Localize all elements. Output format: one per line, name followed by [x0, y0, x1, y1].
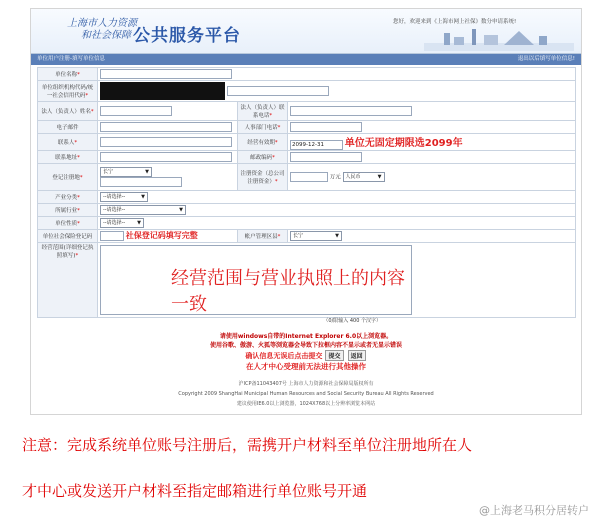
- logo-line-1: 上海市人力资源: [67, 18, 137, 29]
- capital-unit: 万元: [329, 174, 341, 180]
- industry-label: 产业分类: [55, 194, 78, 201]
- capital-label: 注册资金（总公司注册资金）: [240, 170, 285, 185]
- welcome-text: 您好，欢迎来到《上海市网上社保》数分申请系统!: [393, 19, 517, 25]
- legal-phone-input[interactable]: [290, 106, 412, 116]
- social-reg-label: 单位社会保险登记码: [42, 233, 93, 240]
- chevron-down-icon: ▼: [335, 232, 339, 239]
- reg-district-label: 登记注册地: [52, 174, 80, 181]
- scope-char-count: （0/限输入 400 个汉字）: [323, 317, 381, 324]
- unit-name-input[interactable]: [100, 69, 232, 79]
- footer-icp: 沪ICP备11043407号 上海市人力资源和社会保障局版权所有: [238, 381, 374, 387]
- footer-browser-hint: 建议使用IE6.0以上浏览器，1024X768以上分辨率浏览本网站: [236, 401, 376, 407]
- watermark: @上海老马积分居转户: [479, 504, 589, 517]
- hr-phone-label: 人事部门电话: [244, 125, 278, 131]
- industry-select[interactable]: --请选择-- ▼: [100, 192, 148, 202]
- valid-until-label: 经营有效期: [247, 139, 275, 146]
- browser-tip-1: 请使用windows自带的Internet Explorer 6.0以上浏览器。: [219, 333, 393, 340]
- submit-button[interactable]: 提交: [325, 350, 343, 361]
- sector-select[interactable]: --请选择-- ▼: [100, 205, 186, 215]
- site-footer: [31, 379, 581, 409]
- chevron-down-icon: ▼: [145, 168, 149, 175]
- legal-rep-input[interactable]: [100, 106, 172, 116]
- sector-label: 所属行业: [55, 207, 78, 214]
- org-code-input[interactable]: [227, 86, 329, 96]
- account-district-label: 帐户管理区县: [244, 233, 278, 240]
- chevron-down-icon: ▼: [179, 206, 183, 213]
- bureau-logo: [67, 18, 137, 42]
- submit-row: [67, 350, 545, 361]
- valid-until-input[interactable]: 2099-12-31: [290, 140, 343, 150]
- legal-phone-label: 法人（负责人）联系电话: [240, 105, 285, 119]
- postcode-input[interactable]: [290, 152, 362, 162]
- org-code-label: 单位组织机构代码/统一社会信用代码: [41, 85, 94, 99]
- caption-line-1: 注意：完成系统单位账号注册后，需携开户材料至单位注册地所在人: [22, 436, 473, 454]
- platform-title: 公共服务平台: [133, 26, 241, 46]
- postcode-label: 邮政编码: [250, 154, 273, 161]
- contact-input[interactable]: [100, 137, 232, 147]
- registration-form: 单位名称* 单位组织机构代码/统一社会信用代码* 法人（负责人）姓名* 法人（负责人）联系电话* 电子邮件 人事部门电话* 联系人* 经营有效期* 2099-12-31 单位无固定期限选2099年 联系地址* 邮政编码* 登记注册地* 长宁 ▼ 注册资金（总公司注册资金）* 万元 人民币 ▼ 产业分类* --请选择-- ▼ 所属行业* --请选择-- ▼ 单位性质* --请选择-- ▼ 单位社会保险登记码 社保登记码填写完整 帐户管理区县* 长宁 ▼ 经营范围(详细登记执照填写)* 经营范围与营业执照上的内容一致 （0/限输入 400 个汉字）: [37, 67, 576, 318]
- scope-note: 经营范围与营业执照上的内容一致: [171, 267, 405, 315]
- redacted-org-code: [100, 82, 225, 100]
- reg-district-select[interactable]: 长宁 ▼: [100, 167, 152, 177]
- account-district-select[interactable]: 长宁 ▼: [290, 231, 342, 241]
- confirm-note: 确认信息无误后点击提交: [245, 352, 323, 360]
- nature-select[interactable]: --请选择-- ▼: [100, 218, 144, 228]
- chevron-down-icon: ▼: [141, 193, 145, 200]
- nav-logout-link[interactable]: 退出以后填写单位信息!: [517, 56, 575, 62]
- hr-phone-input[interactable]: [290, 122, 362, 132]
- currency-select[interactable]: 人民币 ▼: [343, 172, 385, 182]
- email-label: 电子邮件: [56, 125, 79, 131]
- scope-textarea[interactable]: [100, 245, 412, 324]
- caption-line-2: 才中心或发送开户材料至指定邮箱进行单位账号开通: [22, 482, 368, 500]
- valid-until-note: 单位无固定期限选2099年: [344, 138, 463, 149]
- footer-copyright: Copyright 2009 ShangHai Municipal Human Resources and Social Security Bureau All Rights Reserved: [178, 391, 434, 397]
- browser-frame: [30, 8, 582, 415]
- contact-label: 联系人: [57, 139, 75, 146]
- nav-bar: [31, 54, 581, 65]
- logo-line-2: 和社会保障: [81, 30, 131, 41]
- center-note-row: [67, 361, 545, 372]
- scope-label: 经营范围(详细登记执照填写): [41, 244, 94, 259]
- legal-rep-label: 法人（负责人）姓名: [41, 109, 91, 115]
- nav-breadcrumb: 单位用户注册-填写单位信息: [37, 56, 105, 62]
- address-label: 联系地址: [55, 154, 78, 161]
- skyline-illustration: [424, 25, 574, 51]
- address-input[interactable]: [100, 152, 232, 162]
- capital-input[interactable]: [290, 172, 328, 182]
- social-reg-input[interactable]: [100, 231, 124, 241]
- email-input[interactable]: [100, 122, 232, 132]
- back-button[interactable]: 返回: [348, 350, 366, 361]
- site-banner: [31, 9, 581, 54]
- reg-address-input[interactable]: [100, 177, 182, 187]
- chevron-down-icon: ▼: [377, 173, 382, 180]
- center-note: 在人才中心受理前无法进行其他操作: [246, 362, 366, 371]
- chevron-down-icon: ▼: [137, 219, 141, 226]
- browser-tip-2: 使用谷歌、傲游、火狐等浏览器会导致下拉框内容不显示或者无显示错误: [209, 342, 402, 349]
- nature-label: 单位性质: [55, 220, 78, 227]
- social-reg-note: 社保登记码填写完整: [125, 230, 198, 240]
- unit-name-label: 单位名称: [55, 72, 78, 78]
